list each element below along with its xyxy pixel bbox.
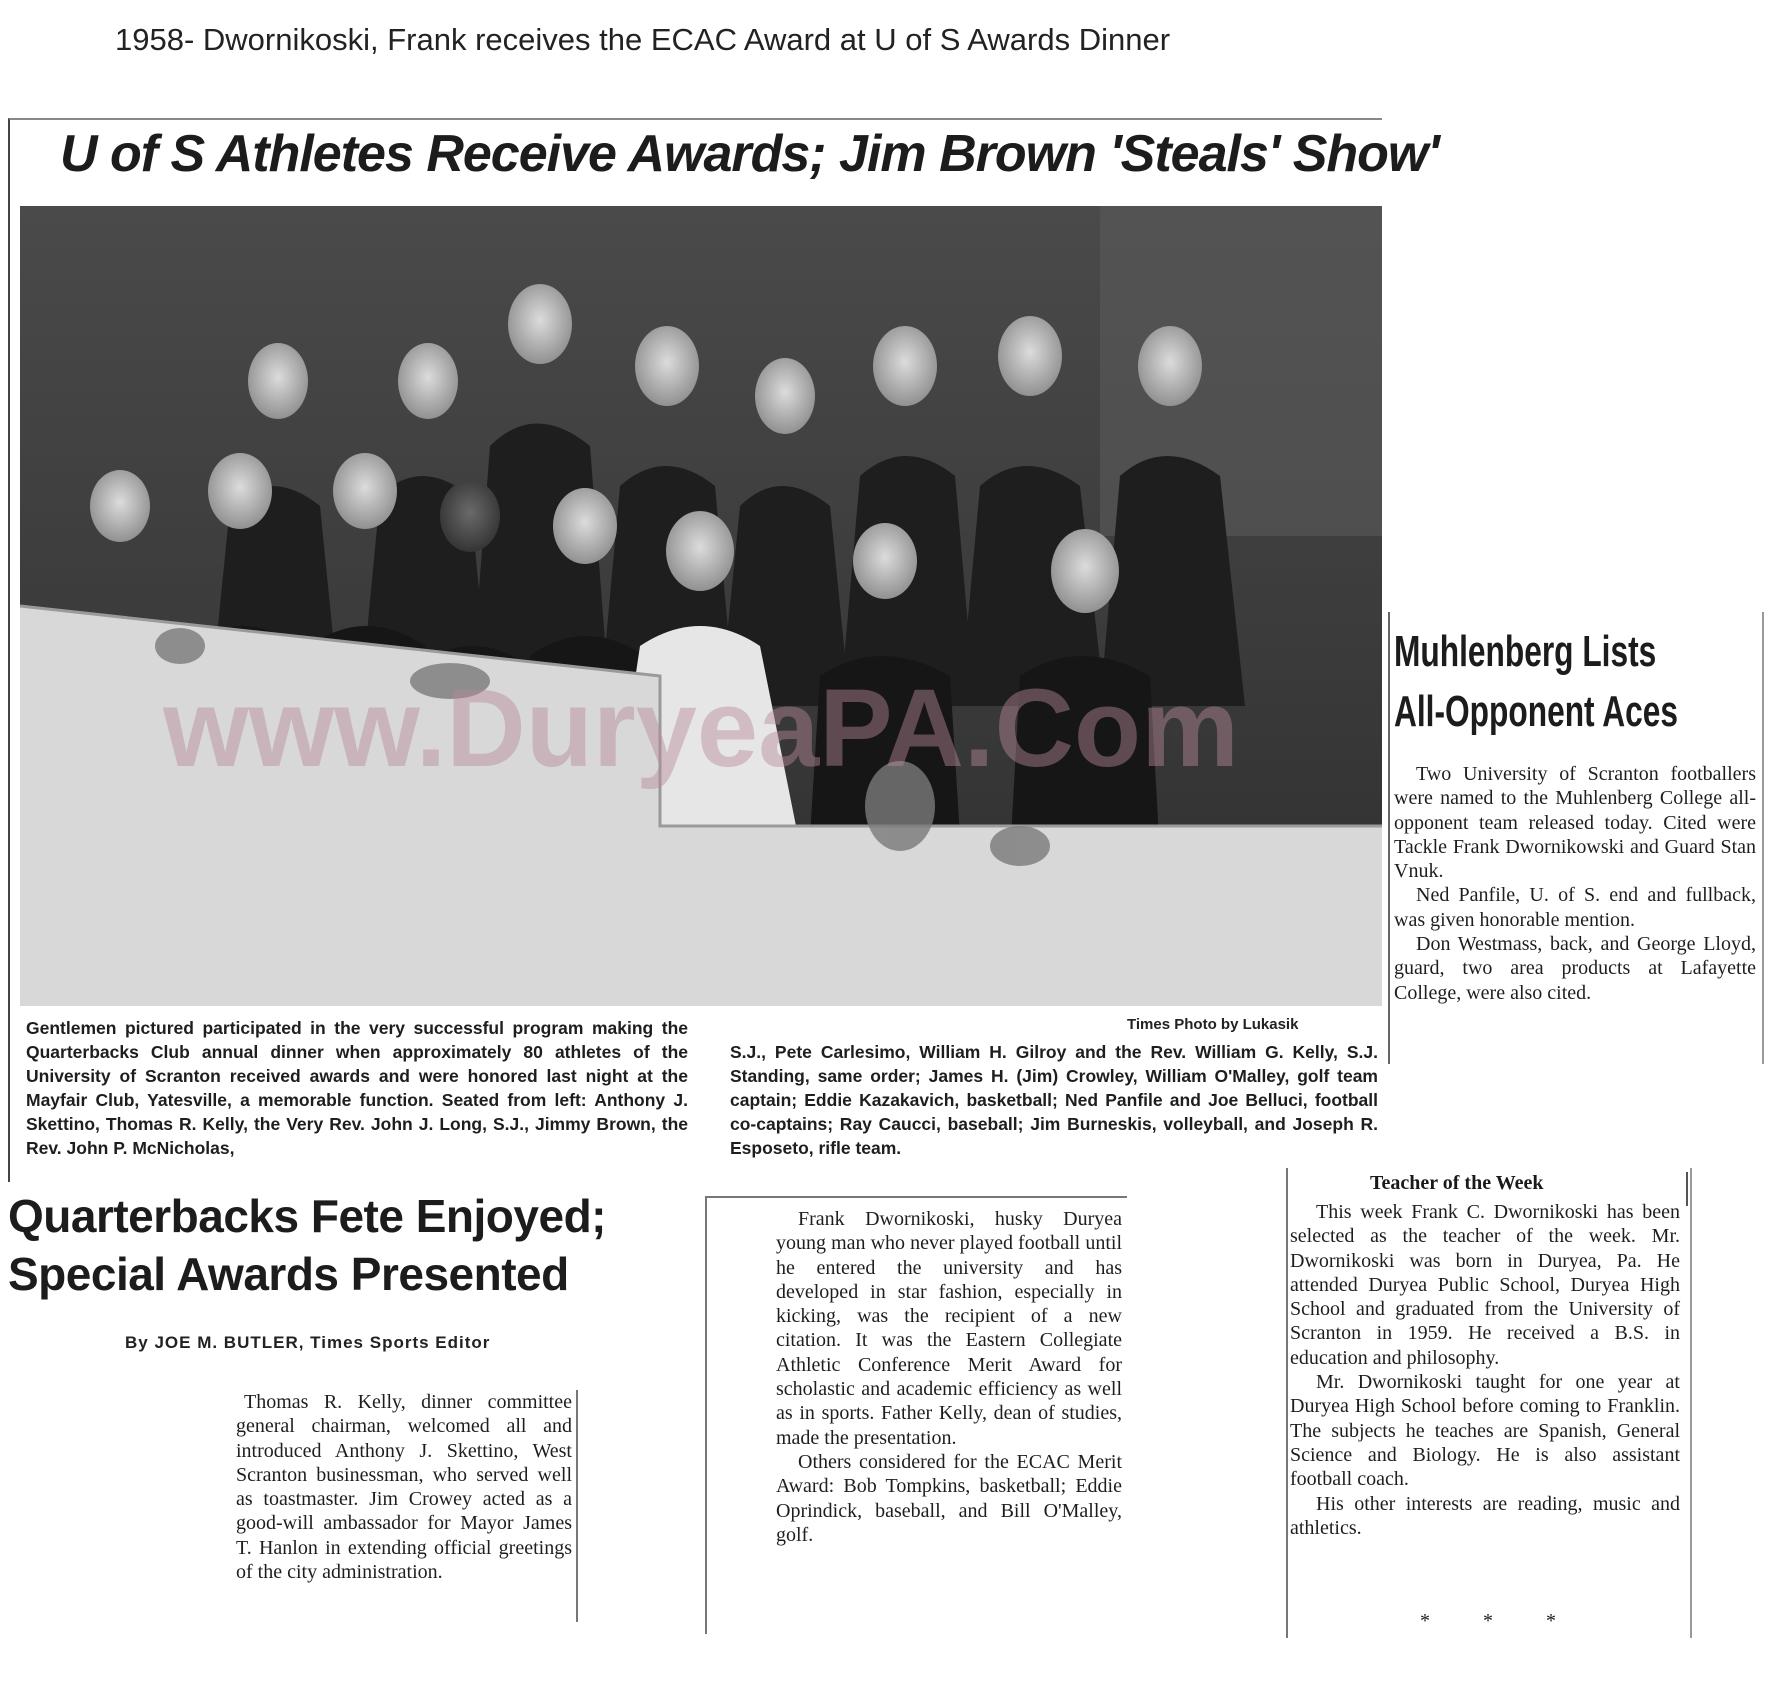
page-caption: 1958- Dwornikoski, Frank receives the ECAC Award at U of S Awards Dinner bbox=[115, 22, 1171, 57]
story-frank-paragraph-2: Others considered for the ECAC Merit Award: Bob Tompkins, basketball; Eddie Oprindick, baseball, and Bill O'Malley, golf. bbox=[776, 1450, 1122, 1546]
secondary-headline bbox=[8, 1187, 606, 1303]
teacher-of-week-title: Teacher of the Week bbox=[1370, 1172, 1544, 1194]
teacher-story bbox=[1290, 1200, 1680, 1540]
teacher-paragraph-2: Mr. Dwornikoski taught for one year at Duryea High School before coming to Franklin. The subjects he teaches are Spanish, General Science and Biology. He is also assistant football coach. bbox=[1290, 1371, 1680, 1491]
muhlenberg-story bbox=[1394, 762, 1756, 1005]
teacher-stars: * * * bbox=[1420, 1610, 1580, 1632]
group-photo bbox=[20, 206, 1382, 1006]
photo-watermark: www.DuryeaPA.Com bbox=[163, 667, 1239, 790]
muhlenberg-paragraph-3: Don Westmass, back, and George Lloyd, guard, two area products at Lafayette College, were also cited. bbox=[1394, 933, 1756, 1004]
muhlenberg-paragraph-1: Two University of Scranton footballers were named to the Muhlenberg College all-opponent team released today. Cited were Tackle Frank Dwornikowski and Guard Stan Vnuk. bbox=[1394, 763, 1756, 883]
secondary-headline-line1: Quarterbacks Fete Enjoyed; bbox=[8, 1190, 606, 1242]
photo-cutline-right: S.J., Pete Carlesimo, William H. Gilroy and the Rev. William G. Kelly, S.J. Standing, same order; James H. (Jim) Crowley, William O'Malley, golf team captain; Eddie Kazakavich, basketball; Ned Panfile and Joe Belluci, football co-captains; Ray Caucci, baseball; Jim Burneskis, volleyball, and Joseph R. Esposeto, rifle team. bbox=[730, 1042, 1378, 1158]
photo-cutline-left: Gentlemen pictured participated in the very successful program making the Quarterbacks Club annual dinner when approximately 80 athletes of the University of Scranton received awards and were honored last night at the Mayfair Club, Yatesville, a memorable function. Seated from left: Anthony J. Skettino, Thomas R. Kelly, the Very Rev. John J. Long, S.J., Jimmy Brown, the Rev. John P. McNicholas, bbox=[26, 1018, 688, 1158]
story-kelly-paragraph: Thomas R. Kelly, dinner committee general chairman, welcomed all and introduced Anthony J. Skettino, West Scranton businessman, who served well as toastmaster. Jim Crowey acted as a good-will ambassador for Mayor James T. Hanlon in extending official greetings of the city administration. bbox=[236, 1391, 572, 1584]
teacher-paragraph-3: His other interests are reading, music and athletics. bbox=[1290, 1492, 1680, 1539]
muhlenberg-headline-line2: All-Opponent Aces bbox=[1394, 687, 1678, 736]
byline: By JOE M. BUTLER, Times Sports Editor bbox=[125, 1333, 491, 1352]
teacher-paragraph-1: This week Frank C. Dwornikoski has been selected as the teacher of the week. Mr. Dwornikoski was born in Duryea, Pa. He attended Duryea Public School, Duryea High School and graduated from the University of Scranton in 1959. He received a B.S. in education and philosophy. bbox=[1290, 1201, 1680, 1369]
muhlenberg-headline-line1: Muhlenberg Lists bbox=[1394, 627, 1657, 676]
story-kelly-column bbox=[236, 1390, 578, 1622]
story-frank-column bbox=[776, 1207, 1122, 1547]
photo-credit: Times Photo by Lukasik bbox=[1127, 1016, 1299, 1033]
story-frank-paragraph-1: Frank Dwornikoski, husky Duryea young man who never played football until he entered the university and has developed in star fashion, especially in kicking, was the recipient of a new citation. It was the Eastern Collegiate Athletic Conference Merit Award for scholastic and academic efficiency as well as in sports. Father Kelly, dean of studies, made the presentation. bbox=[776, 1208, 1122, 1449]
muhlenberg-paragraph-2: Ned Panfile, U. of S. end and fullback, was given honorable mention. bbox=[1394, 884, 1756, 931]
muhlenberg-headline bbox=[1394, 622, 1678, 742]
photo-illustration bbox=[20, 206, 1382, 1006]
margin-mark bbox=[1686, 1172, 1696, 1206]
secondary-headline-line2: Special Awards Presented bbox=[8, 1248, 569, 1300]
main-headline: U of S Athletes Receive Awards; Jim Brown 'Steals' Show' bbox=[60, 125, 1439, 183]
